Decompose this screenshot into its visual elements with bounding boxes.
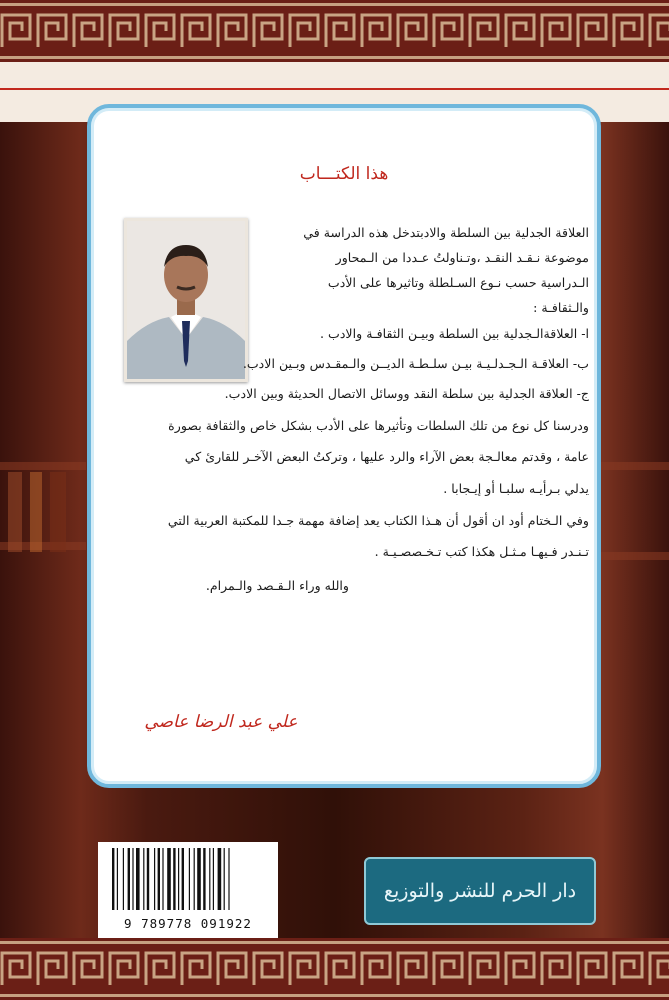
book-spine (8, 472, 22, 552)
list-item-a: ا- العلاقةالـجدلية بين السلطة وبيـن الثقافـة والادب . (319, 326, 589, 341)
intro-line-3: الـدراسية حسب نـوع السـلطلة وتاثيرها على الأدب (327, 275, 589, 290)
shelf-edge (596, 462, 669, 470)
shelf-edge (596, 552, 669, 560)
greek-key-pattern-icon (0, 9, 669, 53)
bottom-decorative-band (0, 938, 669, 1000)
shelf-edge (0, 462, 86, 470)
red-divider-line (0, 88, 669, 90)
band-stripe (0, 3, 669, 6)
list-item-b: ب- العلاقـة الـجـدلـيـة بيـن سلـطـة الديــن والـمقـدس وبـين الادب. (242, 356, 589, 371)
intro-line-2: موضوعة نـقـد النقـد ،وتـناولتُ عـددا من الـمحاور (335, 250, 589, 265)
greek-key-pattern-icon (0, 947, 669, 991)
barcode-bars-icon (98, 842, 278, 914)
body-line-2: عامة ، وقدتم معالـجة بعض الآراء والرد عليها ، وتركتُ البعض الآخـر للقارئ كي (184, 449, 589, 464)
top-decorative-band (0, 0, 669, 62)
band-stripe (0, 941, 669, 944)
list-item-c: ج- العلاقة الجدلية بين سلطة النقد ووسائل الاتصال الحديثة وبين الادب. (224, 386, 589, 401)
body-line-5: تـنـدر فـيهـا مـثـل هكذا كتب تـخـصصـيـة . (374, 544, 589, 559)
band-stripe (0, 994, 669, 997)
publisher-logo (364, 857, 596, 925)
body-line-1: ودرسنا كل نوع من تلك السلطات وتأثيرها على الأدب بشكل خاص والثقافة بصورة (168, 418, 589, 433)
closing-line: والله وراء الـقـصد والـمرام. (205, 578, 349, 593)
book-spine (30, 472, 42, 552)
section-title: هذا الكتـــاب (299, 164, 389, 184)
body-line-4: وفي الـختام أود ان أقول أن هـذا الكتاب يعد إضافة مهمة جـدا للمكتبة العربية التي (167, 513, 589, 528)
publisher-name: دار الحرم للنشر والتوزيع (383, 880, 577, 902)
author-signature: علي عبد الرضا عاصي (144, 712, 298, 732)
back-cover-text-panel (87, 104, 601, 788)
book-spine (50, 472, 66, 552)
isbn-barcode (98, 842, 278, 938)
band-stripe (0, 56, 669, 59)
intro-line-1: العلاقة الجدلية بين السلطة والادبتدخل هذه الدراسة في (303, 225, 589, 240)
body-line-3: يدلي بـرأيـه سلبـا أو إيـجابا . (443, 481, 589, 496)
intro-line-4: والـثقافـة : (533, 300, 589, 315)
isbn-digits: 9 789778 091922 (124, 916, 252, 931)
